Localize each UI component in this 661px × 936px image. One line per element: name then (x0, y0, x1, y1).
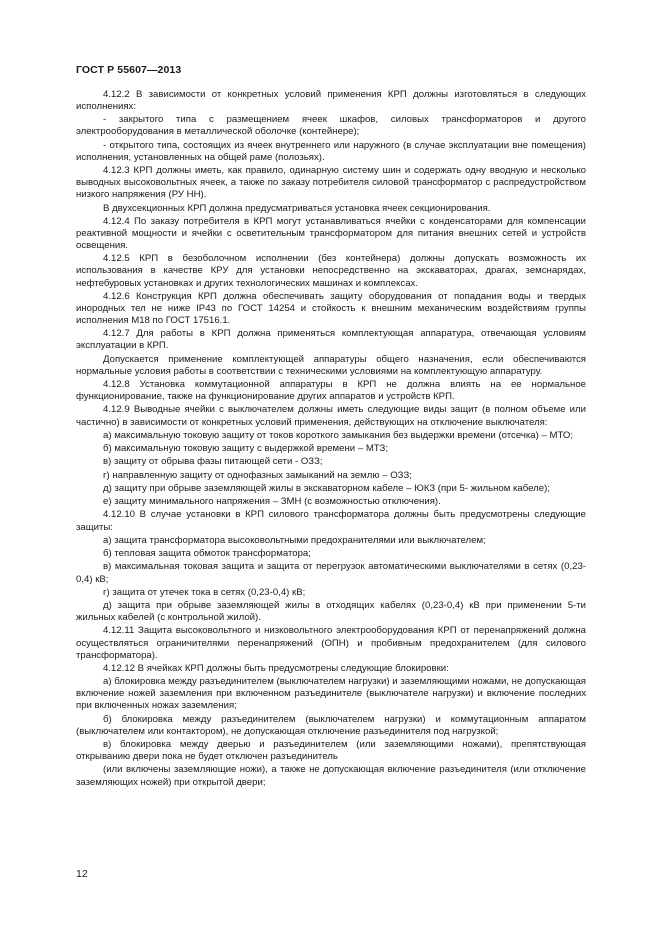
list-item: в) максимальная токовая защита и защита от перегрузок автоматическими выключателями в сетях (0,23-0,4) кВ; (76, 561, 586, 585)
list-item: в) блокировка между дверью и разъединителем (или заземляющими ножами), препятствующая открыванию двери пока не будет отключен разъединитель (76, 739, 586, 763)
list-item: б) максимальную токовую защиту с выдержкой времени – МТЗ; (103, 443, 389, 455)
list-item-open-type: - открытого типа, состоящих из ячеек внутреннего или наружного (в случае эксплуатации вне помещения) исполнения, установленных на общей раме (полозьях). (76, 139, 586, 163)
paragraph-4-12-12: 4.12.12 В ячейках КРП должны быть предусмотрены следующие блокировки: (103, 662, 449, 674)
paragraph-4-12-10: 4.12.10 В случае установки в КРП силового трансформатора должны быть предусмотрены следующие защиты: (76, 509, 586, 533)
document-header: ГОСТ Р 55607—2013 (76, 64, 182, 76)
paragraph-4-12-6: 4.12.6 Конструкция КРП должна обеспечивать защиту оборудования от попадания воды и твердых инородных тел не ниже IP43 по ГОСТ 14254 и стойкость к внешним механическим воздействиям группы исполнения М18 по ГОСТ 17516.1. (76, 290, 586, 326)
list-item: а) максимальную токовую защиту от токов короткого замыкания без выдержки времени (отсечка) – МТО; (103, 429, 574, 441)
paragraph-4-12-11: 4.12.11 Защита высоковольтного и низковольтного электрооборудования КРП от перенапряжений должна осуществляться ограничителями перенапряжений (ОПН) и пробивным предохранителем (для силового трансформатора). (76, 625, 586, 661)
paragraph-sectioning: В двухсекционных КРП должна предусматриваться установка ячеек секционирования. (103, 202, 491, 214)
list-item: в) защиту от обрыва фазы питающей сети - ОЗЗ; (103, 456, 323, 468)
list-item: б) тепловая защита обмоток трансформатора; (103, 548, 311, 560)
list-item: б) блокировка между разъединителем (выключателем нагрузки) и коммутационным аппаратом (выключателем или контактором), не допускающая отключение разъединителя под нагрузкой; (76, 713, 586, 737)
list-item-closed-type: - закрытого типа с размещением ячеек шкафов, силовых трансформаторов и другого электрооборудования в металлической оболочке (контейнере); (76, 114, 586, 138)
paragraph-4-12-9: 4.12.9 Выводные ячейки с выключателем должны иметь следующие виды защит (в полном объеме или частично) в зависимости от конкретных условий применения, действующих на отключение выключателя: (76, 404, 586, 428)
list-item: г) направленную защиту от однофазных замыканий на землю – ОЗЗ; (103, 469, 412, 481)
list-item: а) блокировка между разъединителем (выключателем нагрузки) и заземляющими ножами, не допускающая включение ножей заземления при включенном разъединителе (выключателе нагрузки) и включение последних при включенных ножах заземления; (76, 676, 586, 712)
paragraph-4-12-7: 4.12.7 Для работы в КРП должна применяться комплектующая аппаратура, отвечающая условиям эксплуатации в КРП. (76, 328, 586, 352)
paragraph-4-12-4: 4.12.4 По заказу потребителя в КРП могут устанавливаться ячейки с конденсаторами для компенсации реактивной мощности и ячейки с осветительным трансформатором для питания внешних сетей и устройств освещения. (76, 215, 586, 252)
list-item: а) защита трансформатора высоковольтными предохранителями или выключателем; (103, 534, 486, 546)
paragraph-4-12-8: 4.12.8 Установка коммутационной аппаратуры в КРП не должна влиять на ее нормальное функционирование, также на функционирование других аппаратов и устройств КРП. (76, 379, 586, 403)
page-number: 12 (76, 868, 88, 880)
paragraph-4-12-5: 4.12.5 КРП в безоболочном исполнении (без контейнера) должны допускать возможность их использования в качестве КРУ для установки непосредственно на экскаваторах, драгах, земснарядах, нефтебуровых установках и других технологических машинах и комплексах. (76, 253, 586, 289)
list-item: (или включены заземляющие ножи), а также не допускающая включение разъединителя (или отключение заземляющих ножей) при открытой двери; (76, 764, 586, 788)
list-item: д) защиту при обрыве заземляющей жилы в экскаваторном кабеле – ЮКЗ (при 5- жильном кабеле); (103, 482, 550, 494)
paragraph-4-12-3: 4.12.3 КРП должны иметь, как правило, одинарную систему шин и содержать одну вводную и несколько выводных высоковольтных ячеек, а также по заказу потребителя силовой трансформатор с распредустройством низкого напряжения (РУ НН). (76, 165, 586, 201)
document-body (76, 89, 586, 790)
list-item: г) защита от утечек тока в сетях (0,23-0,4) кВ; (103, 586, 306, 598)
list-item: е) защиту минимального напряжения – ЗМН (с возможностью отключения). (103, 496, 441, 508)
paragraph-general-purpose: Допускается применение комплектующей аппаратуры общего назначения, если обеспечиваются нормальные условия работы в соответствии с техническими условиями на комплектующую аппаратуру. (76, 353, 586, 377)
paragraph-4-12-2: 4.12.2 В зависимости от конкретных условий применения КРП должны изготовляться в следующих исполнениях: (76, 89, 586, 113)
list-item: д) защита при обрыве заземляющей жилы в отходящих кабелях (0,23-0,4) кВ при применении 5-ти жильных кабелей (с контрольной жилой). (76, 600, 586, 624)
